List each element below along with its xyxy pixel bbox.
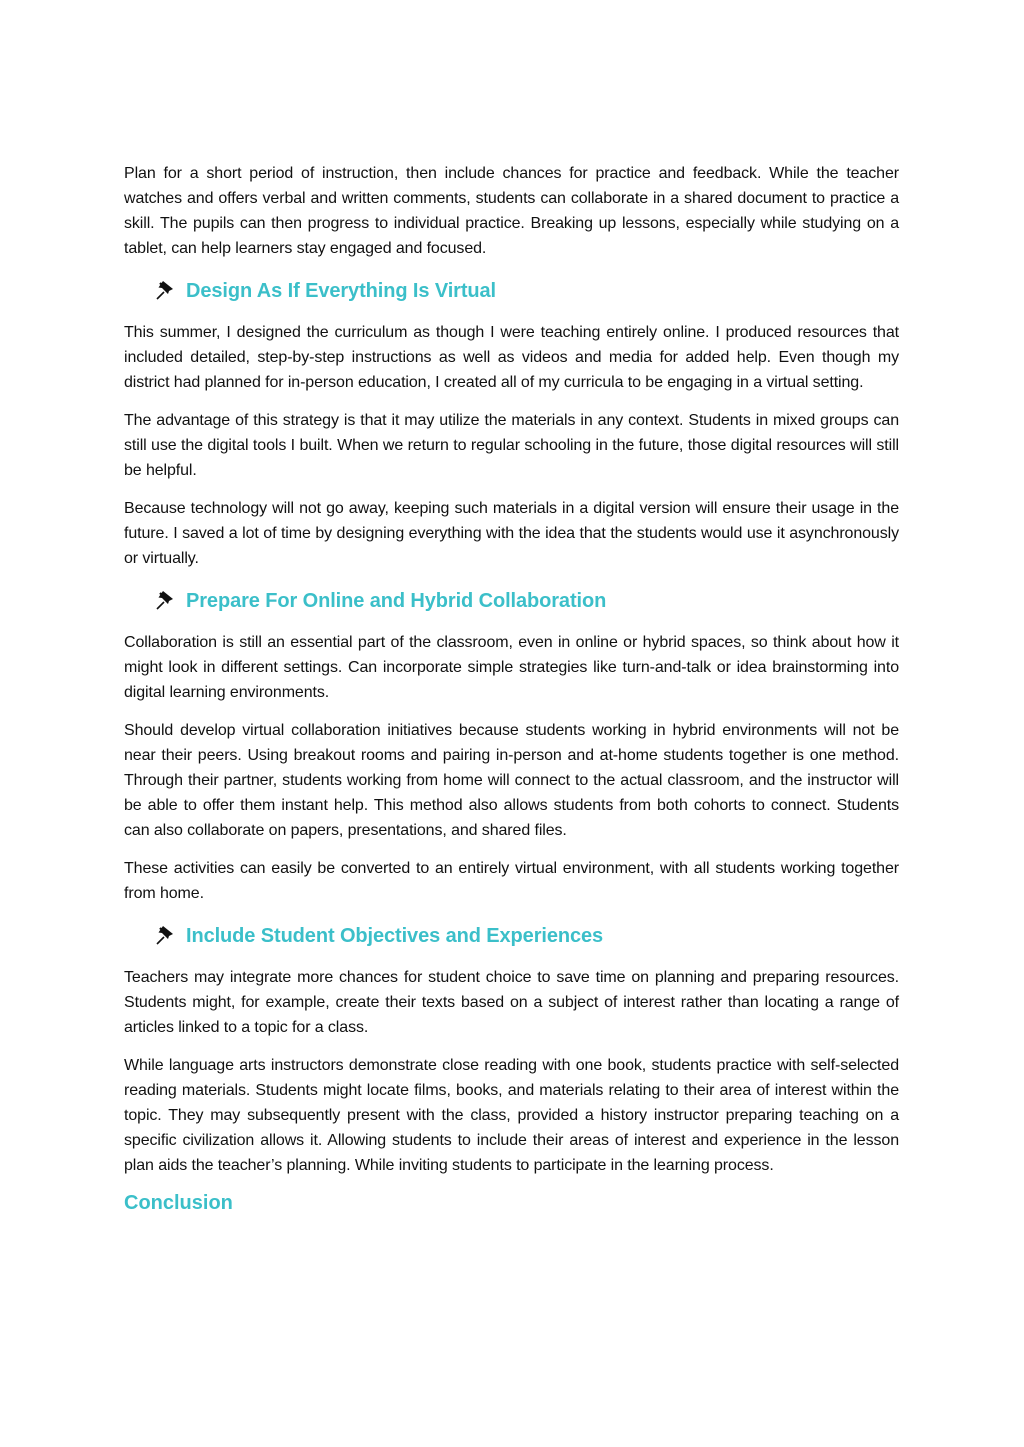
collab-paragraph-3: These activities can easily be converted to an entirely virtual environment, with all students working together from home. bbox=[124, 860, 899, 902]
virtual-paragraph-3: Because technology will not go away, keeping such materials in a digital version will ensure their usage in the future. I saved a lot of time by designing everything with the idea that the students would use it asynchronously or virtually. bbox=[124, 500, 899, 567]
collab-paragraph-1: Collaboration is still an essential part of the classroom, even in online or hybrid spaces, so think about how it might look in different settings. Can incorporate simple strategies like turn-and-talk or idea brainstorming into digital learning environments. bbox=[124, 634, 899, 701]
section-heading-text: Prepare For Online and Hybrid Collaboration bbox=[186, 589, 607, 612]
collab-paragraph-2: Should develop virtual collaboration initiatives because students working in hybrid environments will not be near their peers. Using breakout rooms and pairing in-person and at-home students together is one method. Through their partner, students working from home will connect to the actual classroom, and the instructor will be able to offer them instant help. This method also allows students from both cohorts to connect. Students can also collaborate on papers, presentations, and shared files. bbox=[124, 722, 899, 839]
pushpin-icon bbox=[154, 280, 176, 302]
objectives-paragraph-1: Teachers may integrate more chances for student choice to save time on planning and preparing resources. Students might, for example, create their texts based on a subject of interest rather than locating a range of articles linked to a topic for a class. bbox=[124, 969, 899, 1036]
conclusion-heading: Conclusion bbox=[124, 1192, 233, 1214]
section-heading-collaboration bbox=[154, 586, 899, 616]
intro-paragraph: Plan for a short period of instruction, then include chances for practice and feedback. While the teacher watches and offers verbal and written comments, students can collaborate in a shared document to practice a skill. The pupils can then progress to individual practice. Breaking up lessons, especially while studying on a tablet, can help learners stay engaged and focused. bbox=[124, 165, 899, 257]
pushpin-icon bbox=[154, 925, 176, 947]
virtual-paragraph-2: The advantage of this strategy is that it may utilize the materials in any context. Students in mixed groups can still use the digital tools I built. When we return to regular schooling in the future, those digital resources will still be helpful. bbox=[124, 412, 899, 479]
section-heading-text: Design As If Everything Is Virtual bbox=[186, 279, 497, 302]
document-page bbox=[124, 161, 899, 1215]
objectives-paragraph-2: While language arts instructors demonstrate close reading with one book, students practice with self-selected reading materials. Students might locate films, books, and materials relating to their area of interest within the topic. They may subsequently present with the class, provided a history instructor preparing teaching on a specific civilization allows it. Allowing students to include their areas of interest and experience in the lesson plan aids the teacher’s planning. While inviting students to participate in the learning process. bbox=[124, 1057, 899, 1174]
pushpin-icon bbox=[154, 590, 176, 612]
section-heading-virtual bbox=[154, 276, 899, 306]
section-heading-text: Include Student Objectives and Experiences bbox=[186, 924, 604, 947]
section-heading-objectives bbox=[154, 921, 899, 951]
virtual-paragraph-1: This summer, I designed the curriculum as though I were teaching entirely online. I produced resources that included detailed, step-by-step instructions as well as videos and media for added help. Even though my district had planned for in-person education, I created all of my curricula to be engaging in a virtual setting. bbox=[124, 324, 899, 391]
